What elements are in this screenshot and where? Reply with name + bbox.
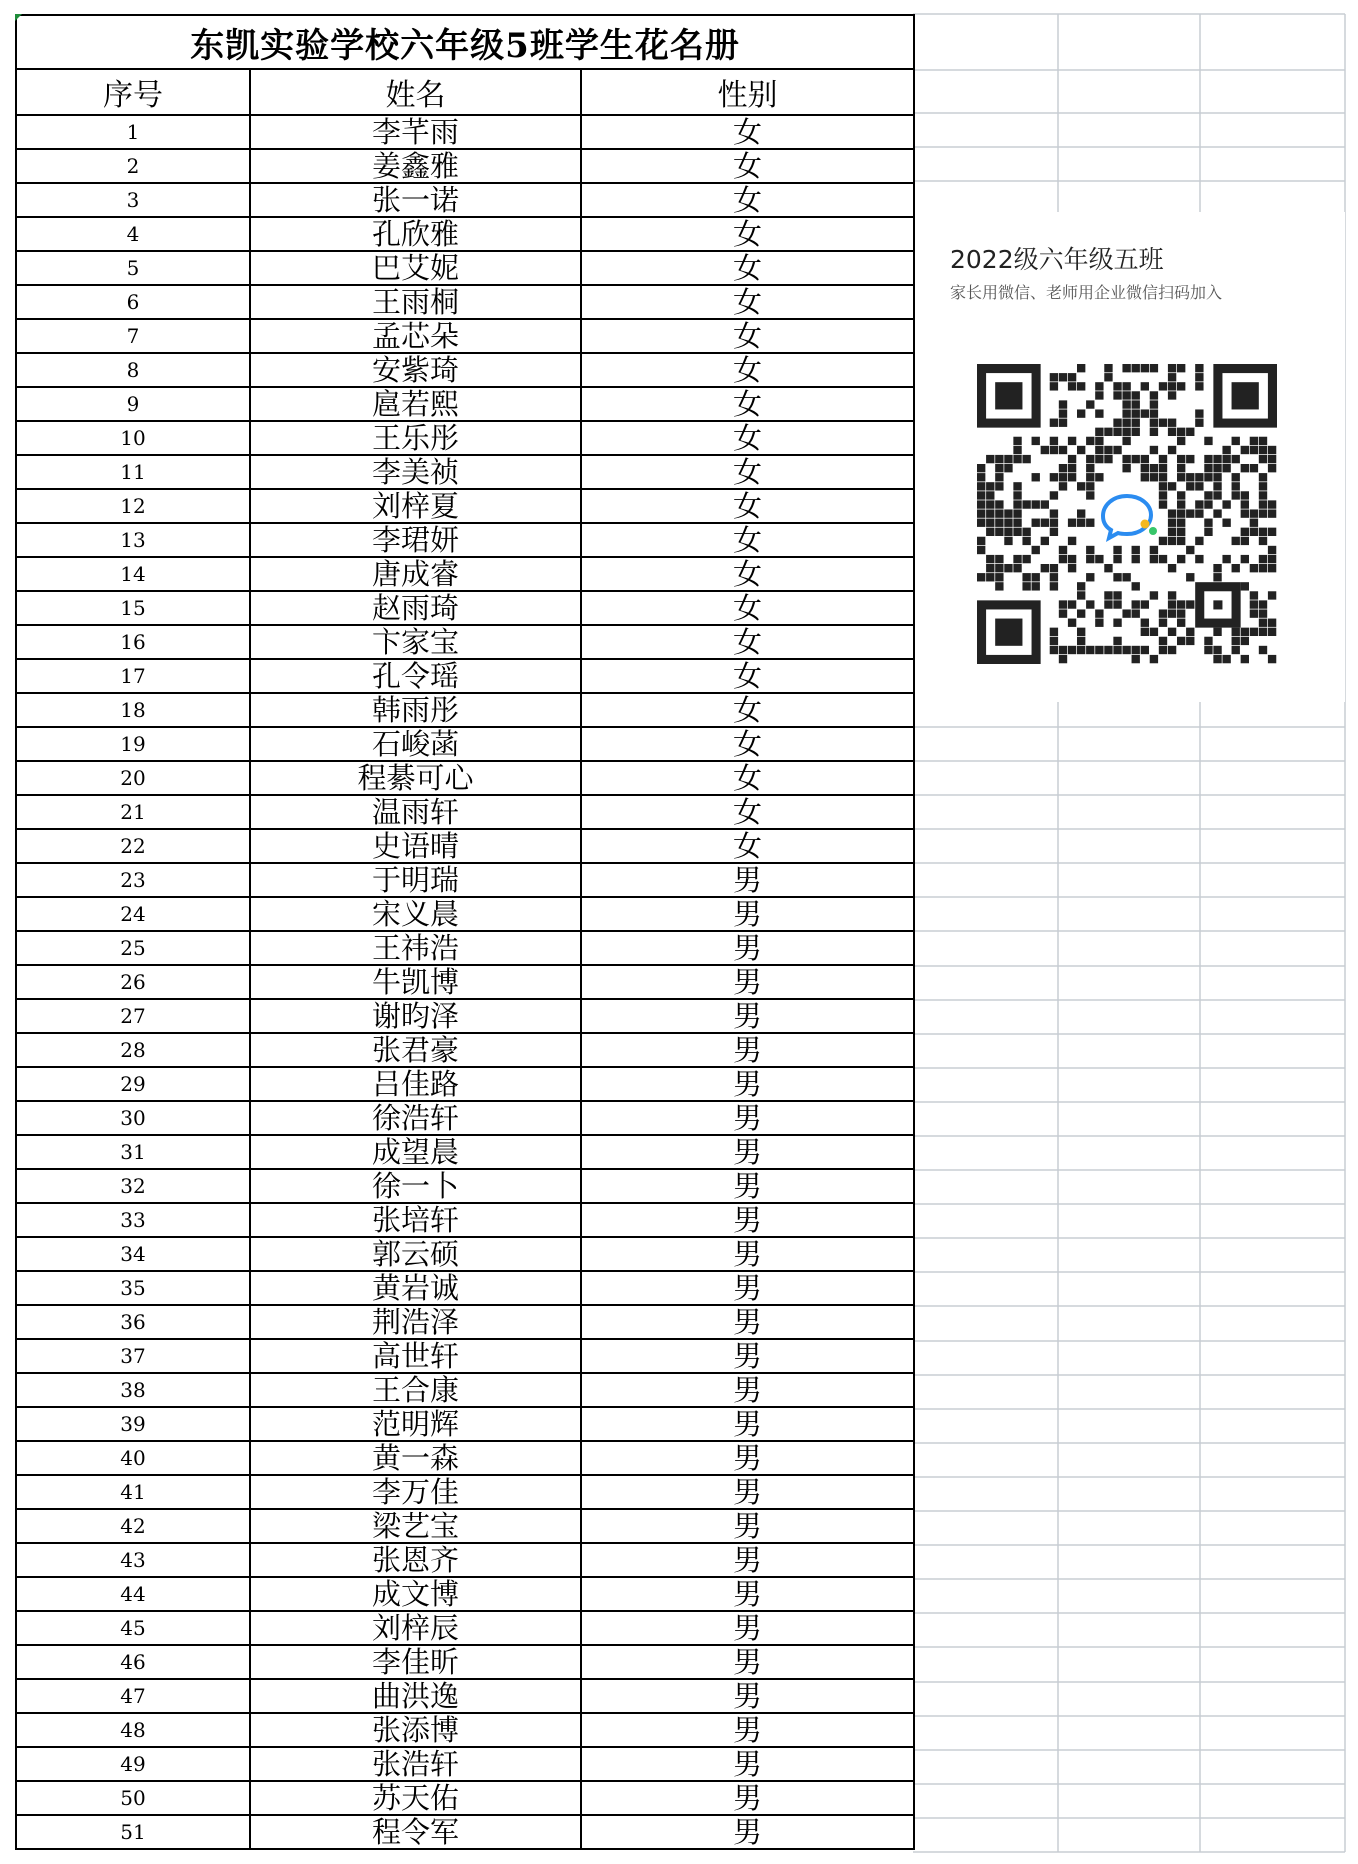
table-row xyxy=(16,1713,914,1747)
student-gender-cell[interactable]: 男 xyxy=(581,1305,914,1339)
student-number-cell[interactable]: 5 xyxy=(16,251,250,285)
qr-card xyxy=(915,212,1345,702)
student-name-cell[interactable]: 孔令瑶 xyxy=(250,659,581,693)
student-gender-cell[interactable]: 女 xyxy=(581,727,914,761)
table-row xyxy=(16,1441,914,1475)
table-row xyxy=(16,727,914,761)
student-name-cell[interactable]: 安紫琦 xyxy=(250,353,581,387)
student-gender-cell[interactable]: 男 xyxy=(581,1815,914,1849)
student-gender-cell[interactable]: 男 xyxy=(581,1407,914,1441)
student-name-cell[interactable]: 孟芯朵 xyxy=(250,319,581,353)
student-gender-cell[interactable]: 男 xyxy=(581,1577,914,1611)
student-number-cell[interactable]: 45 xyxy=(16,1611,250,1645)
student-name-cell[interactable]: 张一诺 xyxy=(250,183,581,217)
table-row xyxy=(16,217,914,251)
table-row xyxy=(16,285,914,319)
student-number-cell[interactable]: 48 xyxy=(16,1713,250,1747)
student-gender-cell[interactable]: 男 xyxy=(581,1713,914,1747)
qr-code[interactable] xyxy=(977,364,1277,664)
student-gender-cell[interactable]: 男 xyxy=(581,1509,914,1543)
student-number-cell[interactable]: 13 xyxy=(16,523,250,557)
table-row xyxy=(16,1271,914,1305)
wecom-chat-icon xyxy=(1097,484,1157,544)
student-name-cell[interactable]: 王雨桐 xyxy=(250,285,581,319)
qr-card-title: 2022级六年级五班 xyxy=(950,245,1164,274)
student-name-cell[interactable]: 温雨轩 xyxy=(250,795,581,829)
student-gender-cell[interactable]: 男 xyxy=(581,1033,914,1067)
table-row xyxy=(16,1305,914,1339)
table-row xyxy=(16,1475,914,1509)
table-row xyxy=(16,1339,914,1373)
student-number-cell[interactable]: 16 xyxy=(16,625,250,659)
student-name-cell[interactable]: 成望晨 xyxy=(250,1135,581,1169)
student-name-cell[interactable]: 徐浩轩 xyxy=(250,1101,581,1135)
student-number-cell[interactable]: 30 xyxy=(16,1101,250,1135)
table-row xyxy=(16,115,914,149)
student-name-cell[interactable]: 李珺妍 xyxy=(250,523,581,557)
student-name-cell[interactable]: 卞家宝 xyxy=(250,625,581,659)
student-name-cell[interactable]: 宋义晨 xyxy=(250,897,581,931)
table-row xyxy=(16,353,914,387)
student-name-cell[interactable]: 高世轩 xyxy=(250,1339,581,1373)
student-name-cell[interactable]: 扈若熙 xyxy=(250,387,581,421)
table-row xyxy=(16,557,914,591)
table-row xyxy=(16,863,914,897)
student-gender-cell[interactable]: 男 xyxy=(581,1169,914,1203)
student-gender-cell[interactable]: 男 xyxy=(581,1679,914,1713)
student-name-cell[interactable]: 刘梓辰 xyxy=(250,1611,581,1645)
student-name-cell[interactable]: 于明瑞 xyxy=(250,863,581,897)
student-number-cell[interactable]: 22 xyxy=(16,829,250,863)
student-number-cell[interactable]: 25 xyxy=(16,931,250,965)
table-row xyxy=(16,659,914,693)
table-row xyxy=(16,1101,914,1135)
student-number-cell[interactable]: 2 xyxy=(16,149,250,183)
student-gender-cell[interactable]: 女 xyxy=(581,523,914,557)
student-gender-cell[interactable]: 男 xyxy=(581,1067,914,1101)
student-gender-cell[interactable]: 女 xyxy=(581,183,914,217)
student-number-cell[interactable]: 32 xyxy=(16,1169,250,1203)
table-row xyxy=(16,693,914,727)
student-number-cell[interactable]: 7 xyxy=(16,319,250,353)
table-row xyxy=(16,1747,914,1781)
student-gender-cell[interactable]: 男 xyxy=(581,1237,914,1271)
student-name-cell[interactable]: 苏天佑 xyxy=(250,1781,581,1815)
student-name-cell[interactable]: 李芊雨 xyxy=(250,115,581,149)
student-name-cell[interactable]: 韩雨彤 xyxy=(250,693,581,727)
student-name-cell[interactable]: 巴艾妮 xyxy=(250,251,581,285)
student-gender-cell[interactable]: 男 xyxy=(581,1101,914,1135)
sheet-title[interactable]: 东凯实验学校六年级5班学生花名册 xyxy=(16,15,914,69)
table-row xyxy=(16,897,914,931)
table-row xyxy=(16,1679,914,1713)
student-gender-cell[interactable]: 女 xyxy=(581,693,914,727)
student-name-cell[interactable]: 黄岩诚 xyxy=(250,1271,581,1305)
student-name-cell[interactable]: 唐成睿 xyxy=(250,557,581,591)
student-number-cell[interactable]: 18 xyxy=(16,693,250,727)
roster-table xyxy=(15,14,915,1850)
table-row xyxy=(16,625,914,659)
table-row xyxy=(16,1781,914,1815)
student-gender-cell[interactable]: 男 xyxy=(581,1339,914,1373)
student-number-cell[interactable]: 50 xyxy=(16,1781,250,1815)
student-name-cell[interactable]: 孔欣雅 xyxy=(250,217,581,251)
student-gender-cell[interactable]: 男 xyxy=(581,965,914,999)
student-gender-cell[interactable]: 女 xyxy=(581,319,914,353)
student-gender-cell[interactable]: 女 xyxy=(581,285,914,319)
student-number-cell[interactable]: 31 xyxy=(16,1135,250,1169)
student-gender-cell[interactable]: 男 xyxy=(581,1373,914,1407)
student-number-cell[interactable]: 19 xyxy=(16,727,250,761)
table-row xyxy=(16,319,914,353)
student-gender-cell[interactable]: 男 xyxy=(581,1781,914,1815)
student-gender-cell[interactable]: 男 xyxy=(581,1203,914,1237)
table-row xyxy=(16,455,914,489)
student-number-cell[interactable]: 36 xyxy=(16,1305,250,1339)
student-number-cell[interactable]: 37 xyxy=(16,1339,250,1373)
student-gender-cell[interactable]: 女 xyxy=(581,251,914,285)
table-row xyxy=(16,1509,914,1543)
table-row xyxy=(16,829,914,863)
student-number-cell[interactable]: 10 xyxy=(16,421,250,455)
table-row xyxy=(16,1407,914,1441)
table-row xyxy=(16,149,914,183)
student-gender-cell[interactable]: 男 xyxy=(581,931,914,965)
student-gender-cell[interactable]: 男 xyxy=(581,999,914,1033)
header-gender[interactable]: 性别 xyxy=(581,69,914,115)
student-name-cell[interactable]: 牛凯博 xyxy=(250,965,581,999)
table-row xyxy=(16,489,914,523)
student-gender-cell[interactable]: 男 xyxy=(581,1135,914,1169)
student-name-cell[interactable]: 刘梓夏 xyxy=(250,489,581,523)
student-name-cell[interactable]: 张培轩 xyxy=(250,1203,581,1237)
student-gender-cell[interactable]: 男 xyxy=(581,1271,914,1305)
table-row xyxy=(16,1203,914,1237)
student-gender-cell[interactable]: 女 xyxy=(581,149,914,183)
student-name-cell[interactable]: 王合康 xyxy=(250,1373,581,1407)
student-number-cell[interactable]: 4 xyxy=(16,217,250,251)
student-gender-cell[interactable]: 女 xyxy=(581,115,914,149)
student-name-cell[interactable]: 郭云硕 xyxy=(250,1237,581,1271)
student-name-cell[interactable]: 王祎浩 xyxy=(250,931,581,965)
student-gender-cell[interactable]: 男 xyxy=(581,1645,914,1679)
table-row xyxy=(16,1577,914,1611)
student-number-cell[interactable]: 28 xyxy=(16,1033,250,1067)
student-name-cell[interactable]: 姜鑫雅 xyxy=(250,149,581,183)
table-row xyxy=(16,1611,914,1645)
student-number-cell[interactable]: 1 xyxy=(16,115,250,149)
table-row xyxy=(16,931,914,965)
student-number-cell[interactable]: 6 xyxy=(16,285,250,319)
student-number-cell[interactable]: 34 xyxy=(16,1237,250,1271)
table-row xyxy=(16,761,914,795)
table-row xyxy=(16,1067,914,1101)
student-name-cell[interactable]: 梁艺宝 xyxy=(250,1509,581,1543)
student-number-cell[interactable]: 43 xyxy=(16,1543,250,1577)
table-row xyxy=(16,183,914,217)
student-number-cell[interactable]: 12 xyxy=(16,489,250,523)
table-row xyxy=(16,999,914,1033)
student-name-cell[interactable]: 范明辉 xyxy=(250,1407,581,1441)
student-number-cell[interactable]: 23 xyxy=(16,863,250,897)
student-name-cell[interactable]: 成文博 xyxy=(250,1577,581,1611)
table-row xyxy=(16,1169,914,1203)
table-row xyxy=(16,1645,914,1679)
student-name-cell[interactable]: 荆浩泽 xyxy=(250,1305,581,1339)
student-gender-cell[interactable]: 男 xyxy=(581,1441,914,1475)
student-name-cell[interactable]: 李美祯 xyxy=(250,455,581,489)
header-number[interactable]: 序号 xyxy=(16,69,250,115)
student-name-cell[interactable]: 张浩轩 xyxy=(250,1747,581,1781)
student-name-cell[interactable]: 王乐彤 xyxy=(250,421,581,455)
student-gender-cell[interactable]: 女 xyxy=(581,387,914,421)
student-number-cell[interactable]: 38 xyxy=(16,1373,250,1407)
qr-card-subtitle: 家长用微信、老师用企业微信扫码加入 xyxy=(950,283,1223,302)
student-gender-cell[interactable]: 男 xyxy=(581,897,914,931)
student-number-cell[interactable]: 46 xyxy=(16,1645,250,1679)
student-number-cell[interactable]: 44 xyxy=(16,1577,250,1611)
student-gender-cell[interactable]: 女 xyxy=(581,761,914,795)
student-number-cell[interactable]: 51 xyxy=(16,1815,250,1849)
table-row xyxy=(16,387,914,421)
student-name-cell[interactable]: 张恩齐 xyxy=(250,1543,581,1577)
student-gender-cell[interactable]: 女 xyxy=(581,829,914,863)
student-gender-cell[interactable]: 女 xyxy=(581,489,914,523)
student-name-cell[interactable]: 吕佳路 xyxy=(250,1067,581,1101)
student-name-cell[interactable]: 赵雨琦 xyxy=(250,591,581,625)
student-name-cell[interactable]: 谢昀泽 xyxy=(250,999,581,1033)
student-number-cell[interactable]: 29 xyxy=(16,1067,250,1101)
table-row xyxy=(16,1815,914,1849)
student-gender-cell[interactable]: 女 xyxy=(581,421,914,455)
student-number-cell[interactable]: 21 xyxy=(16,795,250,829)
student-gender-cell[interactable]: 男 xyxy=(581,1747,914,1781)
student-gender-cell[interactable]: 女 xyxy=(581,591,914,625)
student-number-cell[interactable]: 8 xyxy=(16,353,250,387)
student-name-cell[interactable]: 程令军 xyxy=(250,1815,581,1849)
student-number-cell[interactable]: 9 xyxy=(16,387,250,421)
student-gender-cell[interactable]: 女 xyxy=(581,625,914,659)
header-name[interactable]: 姓名 xyxy=(250,69,581,115)
student-number-cell[interactable]: 39 xyxy=(16,1407,250,1441)
student-number-cell[interactable]: 27 xyxy=(16,999,250,1033)
student-name-cell[interactable]: 石峻菡 xyxy=(250,727,581,761)
student-number-cell[interactable]: 26 xyxy=(16,965,250,999)
student-gender-cell[interactable]: 男 xyxy=(581,1475,914,1509)
student-number-cell[interactable]: 49 xyxy=(16,1747,250,1781)
student-name-cell[interactable]: 曲洪逸 xyxy=(250,1679,581,1713)
student-name-cell[interactable]: 李万佳 xyxy=(250,1475,581,1509)
student-number-cell[interactable]: 40 xyxy=(16,1441,250,1475)
student-gender-cell[interactable]: 男 xyxy=(581,1611,914,1645)
student-number-cell[interactable]: 20 xyxy=(16,761,250,795)
student-name-cell[interactable]: 史语晴 xyxy=(250,829,581,863)
table-row xyxy=(16,1237,914,1271)
table-row xyxy=(16,1033,914,1067)
table-row xyxy=(16,523,914,557)
student-gender-cell[interactable]: 女 xyxy=(581,795,914,829)
student-number-cell[interactable]: 14 xyxy=(16,557,250,591)
student-number-cell[interactable]: 17 xyxy=(16,659,250,693)
student-number-cell[interactable]: 24 xyxy=(16,897,250,931)
student-gender-cell[interactable]: 男 xyxy=(581,1543,914,1577)
student-number-cell[interactable]: 47 xyxy=(16,1679,250,1713)
student-gender-cell[interactable]: 女 xyxy=(581,455,914,489)
student-name-cell[interactable]: 徐一卜 xyxy=(250,1169,581,1203)
student-gender-cell[interactable]: 女 xyxy=(581,659,914,693)
student-gender-cell[interactable]: 女 xyxy=(581,217,914,251)
roster-body xyxy=(16,115,914,1849)
student-name-cell[interactable]: 张君豪 xyxy=(250,1033,581,1067)
table-row xyxy=(16,591,914,625)
table-row xyxy=(16,421,914,455)
student-name-cell[interactable]: 李佳昕 xyxy=(250,1645,581,1679)
student-gender-cell[interactable]: 男 xyxy=(581,863,914,897)
student-number-cell[interactable]: 42 xyxy=(16,1509,250,1543)
student-gender-cell[interactable]: 女 xyxy=(581,353,914,387)
student-name-cell[interactable]: 张添博 xyxy=(250,1713,581,1747)
table-row xyxy=(16,795,914,829)
student-name-cell[interactable]: 程綦可心 xyxy=(250,761,581,795)
student-number-cell[interactable]: 33 xyxy=(16,1203,250,1237)
student-number-cell[interactable]: 35 xyxy=(16,1271,250,1305)
student-number-cell[interactable]: 41 xyxy=(16,1475,250,1509)
student-number-cell[interactable]: 11 xyxy=(16,455,250,489)
table-row xyxy=(16,1373,914,1407)
cell-corner-marker xyxy=(15,14,22,21)
table-row xyxy=(16,1543,914,1577)
table-row xyxy=(16,251,914,285)
student-gender-cell[interactable]: 女 xyxy=(581,557,914,591)
student-number-cell[interactable]: 3 xyxy=(16,183,250,217)
student-name-cell[interactable]: 黄一森 xyxy=(250,1441,581,1475)
table-row xyxy=(16,1135,914,1169)
table-row xyxy=(16,965,914,999)
student-number-cell[interactable]: 15 xyxy=(16,591,250,625)
